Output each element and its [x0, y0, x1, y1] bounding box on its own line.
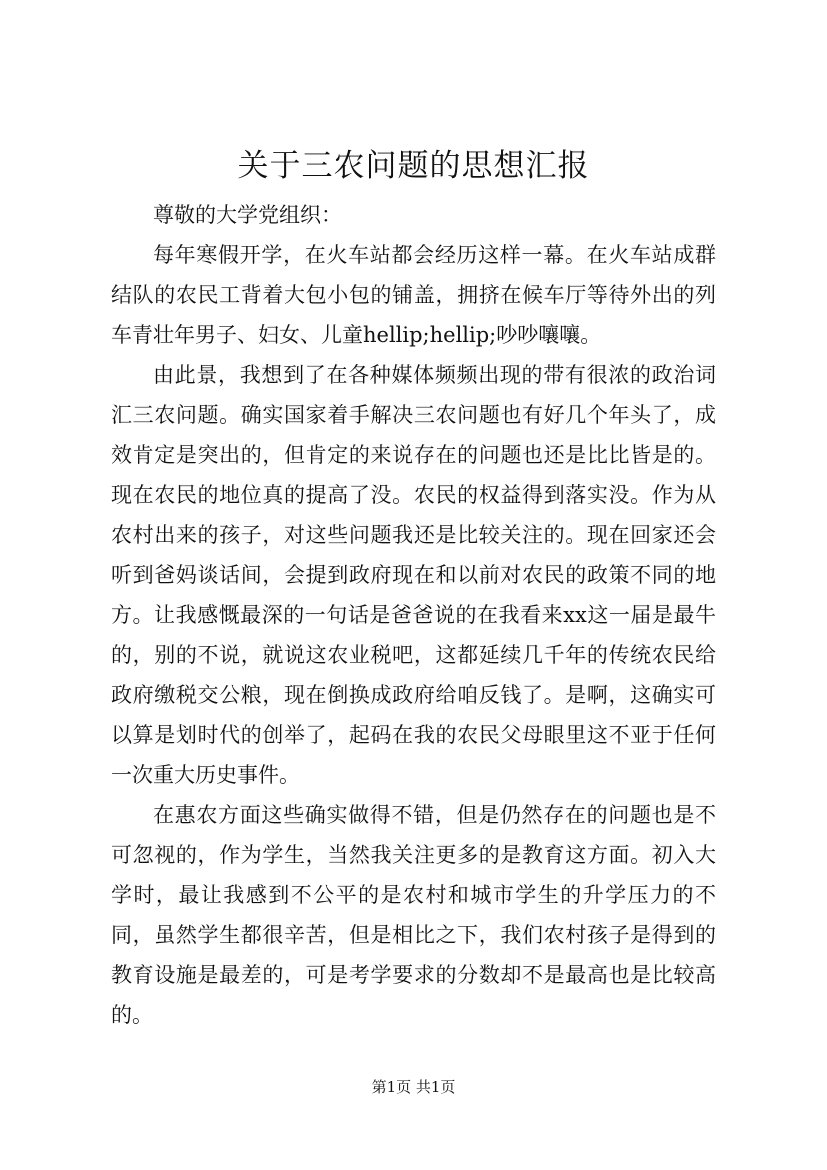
- body-paragraph: 在惠农方面这些确实做得不错，但是仍然存在的问题也是不可忽视的，作为学生，当然我关注更多的是教育这方面。初入大学时，最让我感到不公平的是农村和城市学生的升学压力的不同，虽然学生都很辛苦，但是相比之下，我们农村孩子是得到的教育设施是最差的，可是考学要求的分数却不是最高也是比较高的。: [111, 803, 716, 1027]
- page-number-footer: 第1页 共1页: [371, 1078, 456, 1096]
- document-body: [111, 195, 716, 1035]
- body-paragraph: 每年寒假开学，在火车站都会经历这样一幕。在火车站成群结队的农民工背着大包小包的铺盖，拥挤在候车厅等待外出的列车青壮年男子、妇女、儿童hellip;hellip;吵吵嚷嚷。: [111, 243, 716, 347]
- salutation-paragraph: 尊敬的大学党组织：: [153, 203, 342, 227]
- body-paragraph: 由此景，我想到了在各种媒体频频出现的带有很浓的政治词汇三农问题。确实国家着手解决三农问题也有好几个年头了，成效肯定是突出的，但肯定的来说存在的问题也还是比比皆是的。现在农民的地位真的提高了没。农民的权益得到落实没。作为从农村出来的孩子，对这些问题我还是比较关注的。现在回家还会听到爸妈谈话间，会提到政府现在和以前对农民的政策不同的地方。让我感慨最深的一句话是爸爸说的在我看来xx这一届是最牛的，别的不说，就说这农业税吧，这都延续几千年的传统农民给政府缴税交公粮，现在倒换成政府给咱反钱了。是啊，这确实可以算是划时代的创举了，起码在我的农民父母眼里这不亚于任何一次重大历史事件。: [111, 363, 716, 787]
- document-title: 关于三农问题的思想汇报: [237, 148, 590, 184]
